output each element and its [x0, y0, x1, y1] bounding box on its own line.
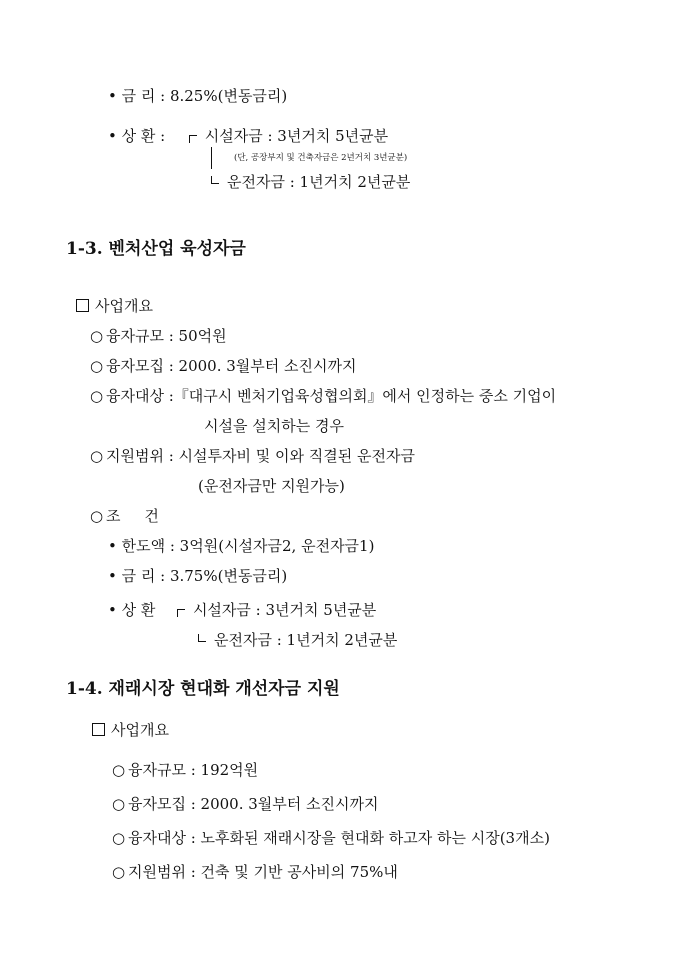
bracket-top-icon	[189, 135, 197, 143]
item-text: 융자대상 : 노후화된 재래시장을 현대화 하고자 하는 시장(3개소)	[128, 829, 550, 847]
limit-line: • 한도액 : 3억원(시설자금2, 운전자금1)	[108, 537, 375, 555]
checkbox-icon	[92, 723, 105, 736]
repay-note: (단, 공장부지 및 건축자금은 2년거치 3년균분)	[234, 153, 408, 163]
rate-line: • 금 리 : 3.75%(변동금리)	[108, 567, 288, 585]
bracket-vertical-icon	[211, 147, 212, 169]
list-item	[112, 794, 379, 814]
rate-line: • 금 리 : 8.25%(변동금리)	[108, 87, 288, 105]
item-text: 융자모집 : 2000. 3월부터 소진시까지	[128, 795, 379, 813]
repay-label: • 상 환 :	[108, 127, 166, 145]
circle-bullet-icon: ○	[90, 447, 104, 465]
section-heading-1-4: 1-4. 재래시장 현대화 개선자금 지원	[66, 679, 340, 699]
checkbox-icon	[76, 299, 89, 312]
repay-operating-line	[211, 172, 410, 192]
section-heading-1-3: 1-3. 벤처산업 육성자금	[66, 239, 246, 259]
item-text: 융자대상 :『대구시 벤처기업육성협의회』에서 인정하는 중소 기업이	[106, 387, 557, 405]
repay-facility: 시설자금 : 3년거치 5년균분	[192, 601, 377, 619]
overview-label: 사업개요	[95, 297, 153, 315]
circle-bullet-icon: ○	[112, 863, 126, 881]
list-item	[112, 862, 398, 882]
circle-bullet-icon: ○	[112, 795, 126, 813]
repay-operating: 운전자금 : 1년거치 2년균분	[227, 173, 411, 191]
circle-bullet-icon: ○	[112, 761, 126, 779]
circle-bullet-icon: ○	[90, 507, 104, 525]
list-item	[112, 760, 258, 780]
item-text: 조 건	[106, 507, 159, 525]
bracket-bottom-icon	[198, 634, 206, 642]
list-item	[90, 506, 159, 526]
repay-line	[108, 600, 376, 620]
repay-facility: 시설자금 : 3년거치 5년균분	[204, 127, 389, 145]
repay-operating-line	[198, 630, 397, 650]
item-continuation: 시설을 설치하는 경우	[204, 417, 344, 435]
bracket-top-icon	[177, 609, 185, 617]
item-text: 융자모집 : 2000. 3월부터 소진시까지	[106, 357, 357, 375]
list-item	[90, 356, 357, 376]
bracket-bottom-icon	[211, 176, 219, 184]
circle-bullet-icon: ○	[90, 357, 104, 375]
item-text: 지원범위 : 시설투자비 및 이와 직결된 운전자금	[106, 447, 415, 465]
item-text: 융자규모 : 50억원	[106, 327, 227, 345]
list-item	[112, 828, 550, 848]
repay-operating: 운전자금 : 1년거치 2년균분	[214, 631, 398, 649]
list-item	[90, 326, 227, 346]
overview-line	[92, 720, 169, 740]
repay-label: • 상 환	[108, 601, 156, 619]
overview-line	[76, 296, 153, 316]
repay-line	[108, 126, 388, 146]
list-item	[90, 446, 415, 466]
circle-bullet-icon: ○	[90, 387, 104, 405]
circle-bullet-icon: ○	[112, 829, 126, 847]
circle-bullet-icon: ○	[90, 327, 104, 345]
item-continuation: (운전자금만 지원가능)	[198, 477, 345, 495]
item-text: 융자규모 : 192억원	[128, 761, 259, 779]
list-item	[90, 386, 556, 406]
overview-label: 사업개요	[111, 721, 169, 739]
item-text: 지원범위 : 건축 및 기반 공사비의 75%내	[128, 863, 398, 881]
